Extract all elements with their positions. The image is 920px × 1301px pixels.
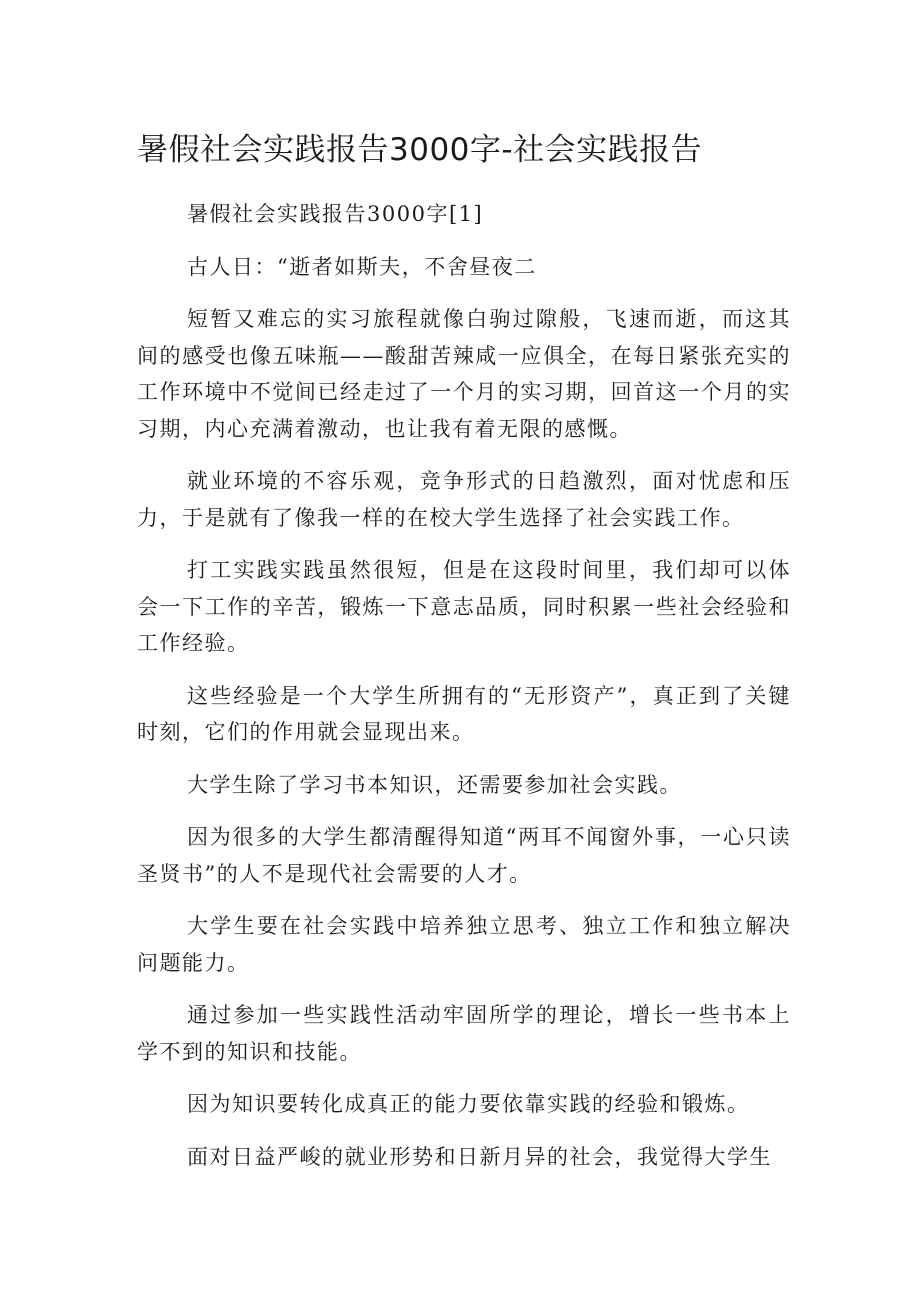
paragraph: 打工实践实践虽然很短，但是在这段时间里，我们却可以体会一下工作的辛苦，锻炼一下意志品质，同时积累一些社会经验和工作经验。 — [137, 558, 791, 655]
paragraph: 大学生要在社会实践中培养独立思考、独立工作和独立解决问题能力。 — [137, 914, 791, 975]
paragraph: 短暂又难忘的实习旅程就像白驹过隙般，飞速而逝，而这其间的感受也像五味瓶——酸甜苦辣咸一应俱全，在每日紧张充实的工作环境中不觉间已经走过了一个月的实习期，回首这一个月的实习期，内心充满着激动，也让我有着无限的感慨。 — [137, 307, 791, 441]
paragraph: 就业环境的不容乐观，竞争形式的日趋激烈，面对忧虑和压力，于是就有了像我一样的在校大学生选择了社会实践工作。 — [137, 469, 791, 530]
paragraph: 面对日益严峻的就业形势和日新月异的社会，我觉得大学生 — [187, 1144, 772, 1169]
paragraph: 这些经验是一个大学生所拥有的“无形资产”，真正到了关键时刻，它们的作用就会显现出来。 — [137, 683, 791, 744]
document-title: 暑假社会实践报告3000字-社会实践报告 — [137, 132, 703, 168]
paragraph: 大学生除了学习书本知识，还需要参加社会实践。 — [187, 772, 682, 797]
paragraph: 因为知识要转化成真正的能力要依靠实践的经验和锻炼。 — [187, 1092, 750, 1116]
paragraph: 通过参加一些实践性活动牢固所学的理论，增长一些书本上学不到的知识和技能。 — [137, 1003, 791, 1064]
paragraph: 古人日：“逝者如斯夫，不舍昼夜二 — [187, 254, 537, 279]
document-body — [137, 196, 791, 1191]
paragraph: 暑假社会实践报告3000字[1] — [187, 202, 484, 226]
paragraph: 因为很多的大学生都清醒得知道“两耳不闻窗外事，一心只读圣贤书”的人不是现代社会需要的人才。 — [137, 825, 791, 886]
